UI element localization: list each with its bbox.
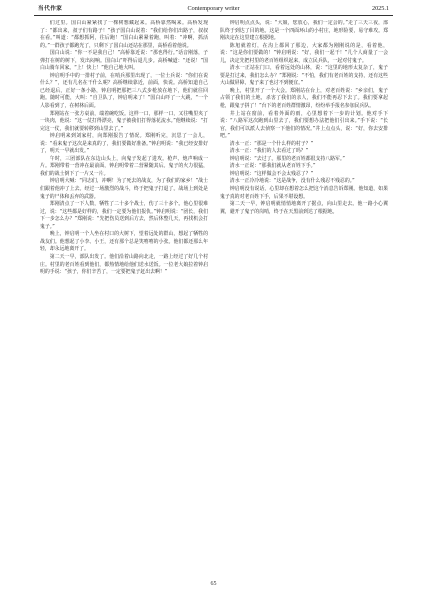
- paragraph: 钟启明大喊：“同志们，冲啊！为了死去的战友，为了我们的家乡！”战士们跟着他冲了上去。经过一场激烈的战斗，终于把鬼子打退了。战场上到处是鬼子的尸体和丢弃的武器。: [40, 178, 208, 200]
- dialogue-line: 清水一正冷冷地说：“这是战争，没有什么残忍不残忍的。”: [229, 178, 355, 185]
- paragraph: 们过里。国白山紧紧找了一棵树想藏起来。高桥靠然喝来。高桥发现了：“都出来，叔子们有路子！”孩子国白山说着：“我们给你们出路子，叔叔在看。”叫道：“都想抓阿，往后跑！”国白山紧紧着跑，叫着：“冲啊，抓活的。”一群孩子都跑光了，只剩下了国白山还站在那里，高桥看着他说。: [40, 20, 208, 49]
- dialogue-line: 清水一正说：“那我们就从老百姓下手。”: [229, 163, 316, 170]
- right-text-column: [220, 20, 388, 575]
- paragraph: 清水一正站在门口，看着远处的山林，说：“这里的地形太复杂了，鬼子要是打过来，我们怎么办？”郑刚说：“不怕，我们有老百姓的支持，还有这些大山做屏障，鬼子来了也讨不到便宜。”: [220, 65, 388, 87]
- journal-title-english: Contemporary writer: [187, 5, 240, 12]
- paragraph: 午时，三团部队在东边山头上，向鬼子发起了进攻。枪声、炮声响成一片。郑刚带着一营冲在最前面，钟启明带着二营紧随其后。鬼子的火力很猛，我们的战士倒下了一片又一片。: [40, 155, 208, 177]
- paragraph: 郑刚清点了一下人数，牺牲了二十多个战士，伤了三十多个。他心里很难过，说：“这些都是好样的，我们一定要为他们报仇。”钟启明说：“团长，我们下一步怎么办？”郑刚说：“先把伤员送到后方去，然后休整几天，再找机会打鬼子。”: [40, 201, 208, 230]
- page-number: 65: [210, 581, 217, 587]
- left-text-column: [40, 20, 208, 575]
- paragraph: 郑刚站在一张方桌前，端着碗吃饭。这样一口，那样一口，又往嘴里夹了一块肉，他说：“这一仗打得漂亮，鬼子被我们打得落花流水。”他继续说：“打完这一仗，我们就要转移到山里去了。”: [40, 110, 208, 132]
- issue-number: 2025.1: [371, 5, 389, 12]
- paragraph: 钟启明点点头，说：“大娘，您放心，我们一定会的。”走了三天三夜，部队终于到达了目的地。这是一个四面环山的小村庄，地形险要，易守难攻。郑刚决定在这里建立根据地。: [220, 20, 388, 42]
- paragraph: 陈旭就着灯，在沟上都回了那边，大家都为刚刚说的是，看着他，说：“这是你们要做的！”钟启明说：“好，我们一起干！”几个人商量了一会儿，决定先把村里的老百姓组织起来，成立民兵队，一起对付鬼子。: [220, 42, 388, 64]
- dialogue-line: 清水一正：“那是一个什么样的村子？”: [229, 140, 314, 147]
- paragraph: 钟启明来到刘家村，向郑刚报告了情况。郑刚听完，沉思了一会儿，说：“看来鬼子这次是来真的了，我们要做好准备。”钟启明说：“我已经安排好了，明天一早就出发。”: [40, 133, 208, 155]
- dialogue-line: 钟启明说：“这样做会不会太残忍了？”: [229, 170, 314, 177]
- paragraph: 钟启明手中的一排村子前，在哨兵那里出现了，一位士兵说：“你们在说什么？”，还有几名在干什么呢？高桥继续靠近，前面，快说。高桥知道自己已经退后，正好一条小路，钟启明把那把三八式步枪放在地下，他们就往回跑。随时可能，大叫：“自卫队了，钟启明来了！”国白山吓了一大跳，“一个人影看到了，在树林后面。: [40, 72, 208, 110]
- paragraph: 第二天一早，部队出发了。他们沿着山路向北走，一路上经过了好几个村庄。村里的老百姓看到他们，都热情地给他们送水送饭。一位老大娘拉着钟启明的手说：“孩子，你们辛苦了，一定要把鬼子赶出去啊！”: [40, 253, 208, 276]
- dialogue-line: 钟启明说：“去过了。那里的老百姓都很支持八路军。”: [229, 155, 345, 162]
- paragraph: 第二天一早，钟启明就悄悄地离开了据点，向山里走去。他一路小心翼翼，避开了鬼子的岗哨，终于在天黑前到达了根据地。: [220, 201, 388, 215]
- paragraph: 国白山说：“你一不是我自己！”高桥靠近说：“那也得行。”话音刚落，子弹打在树的树下，发出闷响。国白山“吓得后退几步。高桥喊道：“还说！”国白山骑车回家。“上！快上！”他自己地大叫。: [40, 50, 208, 72]
- paragraph: 井上站在窗前，看着外面的雨，心里想着下一步的计划。他对手下说：“八路军这次跑到山里去了，我们要想办法把他们引出来。”手下说：“长官，我们可以派人去侦察一下他们的情况。”井上点点头，说：“好，你去安排吧。”: [220, 110, 388, 140]
- dialogue-line: 清水一正：“我们的人去看过了吗？”: [229, 148, 309, 155]
- paragraph: 钟启明没有说话，心里却在想着怎么把这个消息告诉郑刚。他知道，如果鬼子真的对老百姓下手，后果不堪设想。: [220, 186, 388, 200]
- paragraph: 晚上，村里开了一个大会。郑刚站在台上，对老百姓说：“乡亲们，鬼子占领了我们的土地，杀害了我们的亲人，我们不能再忍下去了。我们要拿起枪，跟鬼子拼了！”台下的老百姓群情激昂，纷纷举手报名参加民兵队。: [220, 87, 388, 110]
- running-header: [34, 3, 393, 16]
- journal-title-chinese: 当代作家: [38, 6, 63, 12]
- paragraph: 晚上，钟启明一个人坐在村口的大树下，望着远处的群山，想起了牺牲的战友们。他想起了小李、小王，还有那个总是笑嘻嘻的小张。他们都还那么年轻，却永远地离开了。: [40, 231, 208, 253]
